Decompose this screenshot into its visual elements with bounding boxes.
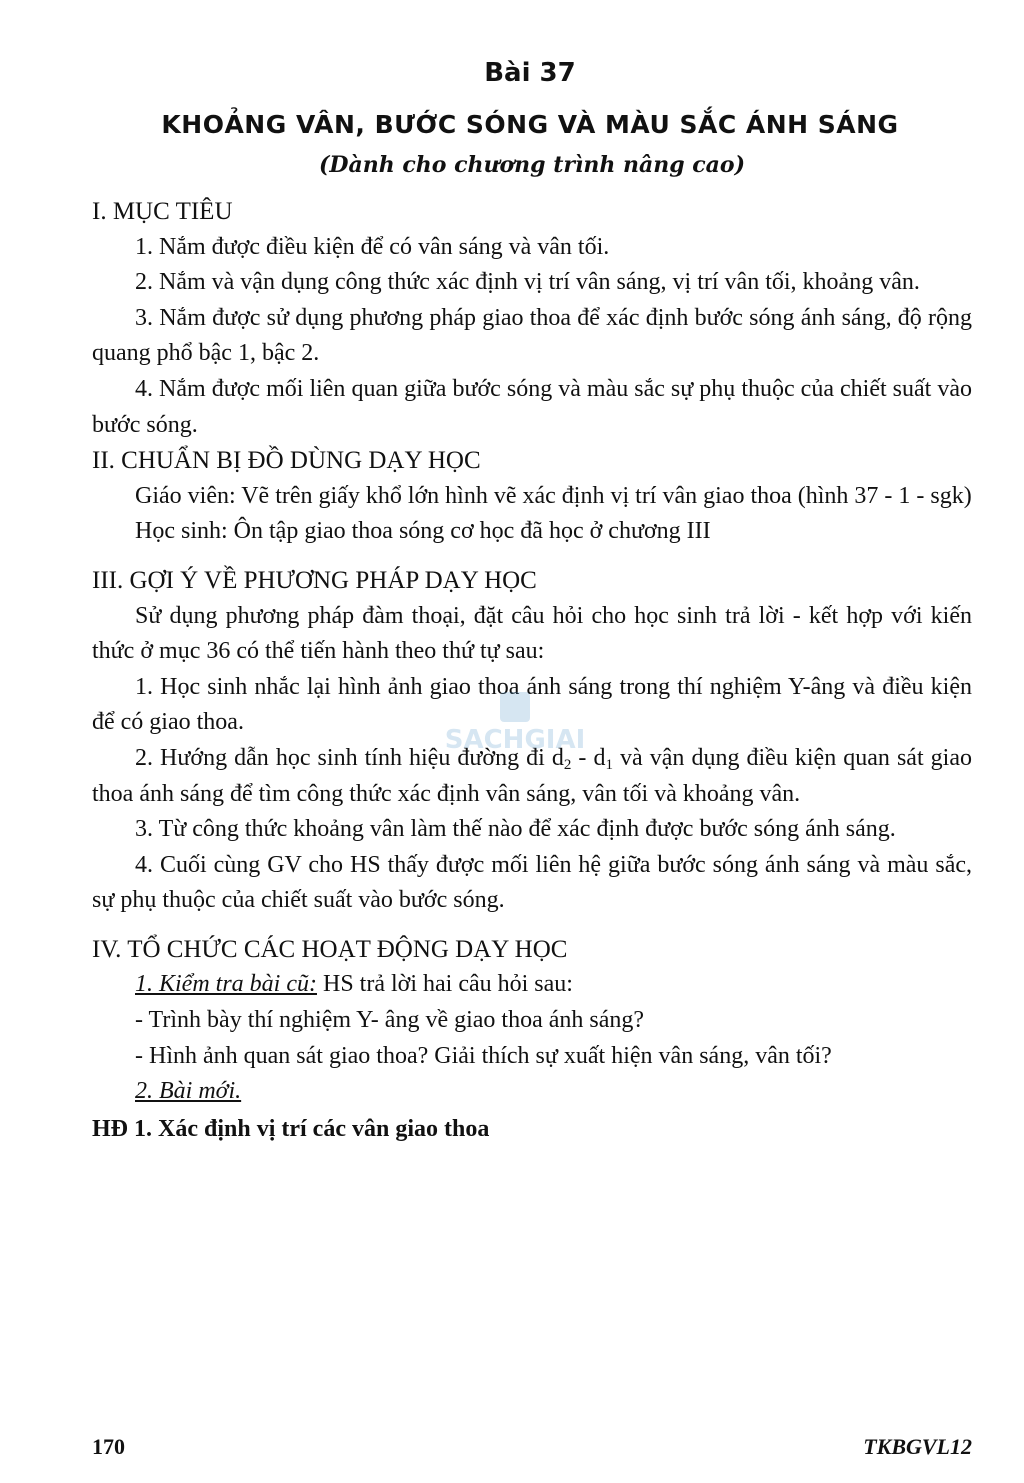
document-body bbox=[92, 194, 972, 1147]
method-item-text: - d bbox=[571, 744, 606, 771]
objective-item: 2. Nắm và vận dụng công thức xác định vị trí vân sáng, vị trí vân tối, khoảng vân. bbox=[135, 269, 920, 296]
section-heading-activities: IV. TỔ CHỨC CÁC HOẠT ĐỘNG DẠY HỌC bbox=[92, 935, 568, 963]
new-lesson-text: 2. Bài mới. bbox=[135, 1078, 242, 1105]
method-item: 1. Học sinh nhắc lại hình ảnh giao thoa ánh sáng trong thí nghiệm Y-âng và điều kiện để có giao thoa. bbox=[92, 673, 972, 736]
objective-item: 3. Nắm được sử dụng phương pháp giao thoa để xác định bước sóng ánh sáng, độ rộng quang phổ bậc 1, bậc 2. bbox=[92, 304, 972, 367]
methods-intro: Sử dụng phương pháp đàm thoại, đặt câu hỏi cho học sinh trả lời - kết hợp với kiến thức ở mục 36 có thể tiến hành theo thứ tự sau: bbox=[92, 602, 972, 665]
review-question: - Hình ảnh quan sát giao thoa? Giải thích sự xuất hiện vân sáng, vân tối? bbox=[135, 1042, 832, 1069]
activity-heading: HĐ 1. Xác định vị trí các vân giao thoa bbox=[92, 1115, 490, 1142]
lesson-subtitle: (Dành cho chương trình nâng cao) bbox=[319, 152, 745, 178]
section-heading-methods: III. GỢI Ý VỀ PHƯƠNG PHÁP DẠY HỌC bbox=[92, 566, 537, 594]
section-heading-preparation: II. CHUẨN BỊ ĐỒ DÙNG DẠY HỌC bbox=[92, 447, 481, 475]
watermark-mark bbox=[500, 692, 530, 722]
watermark-brand: SACHGIAI bbox=[444, 725, 586, 755]
section-heading-objectives: I. MỤC TIÊU bbox=[92, 198, 233, 225]
method-item-text: 2. Hướng dẫn học sinh tính hiệu đường đi d bbox=[135, 744, 564, 771]
book-code: TKBGVL12 bbox=[863, 1434, 972, 1459]
teacher-preparation: Giáo viên: Vẽ trên giấy khổ lớn hình vẽ xác định vị trí vân giao thoa (hình 37 - 1 - sgk) bbox=[135, 482, 972, 509]
review-question: - Trình bày thí nghiệm Y- âng về giao thoa ánh sáng? bbox=[135, 1007, 645, 1034]
review-check bbox=[92, 967, 972, 1003]
method-item-text: và vận dụng điều kiện quan sát giao thoa ánh sáng để tìm công thức xác định vân sáng, vân tối và khoảng vân. bbox=[92, 744, 973, 807]
subscript: 2 bbox=[563, 756, 572, 773]
review-check-label: 1. Kiểm tra bài cũ: bbox=[135, 971, 317, 998]
review-check-text: HS trả lời hai câu hỏi sau: bbox=[316, 971, 573, 998]
student-preparation: Học sinh: Ôn tập giao thoa sóng cơ học đã học ở chương III bbox=[135, 518, 711, 545]
lesson-number: Bài 37 bbox=[484, 58, 576, 88]
page-number: 170 bbox=[92, 1434, 125, 1459]
lesson-title: KHOẢNG VÂN, BƯỚC SÓNG VÀ MÀU SẮC ÁNH SÁNG bbox=[161, 110, 899, 139]
method-item: 4. Cuối cùng GV cho HS thấy được mối liên hệ giữa bước sóng ánh sáng và màu sắc, sự phụ thuộc của chiết suất vào bước sóng. bbox=[92, 851, 972, 914]
objective-item: 4. Nắm được mối liên quan giữa bước sóng và màu sắc sự phụ thuộc của chiết suất vào bước sóng. bbox=[92, 375, 972, 438]
objective-item: 1. Nắm được điều kiện để có vân sáng và vân tối. bbox=[135, 233, 610, 260]
subscript: 1 bbox=[605, 756, 613, 773]
method-item: 3. Từ công thức khoảng vân làm thế nào để xác định được bước sóng ánh sáng. bbox=[135, 816, 896, 843]
new-lesson-label bbox=[92, 1074, 972, 1110]
watermark-logo bbox=[405, 690, 625, 770]
